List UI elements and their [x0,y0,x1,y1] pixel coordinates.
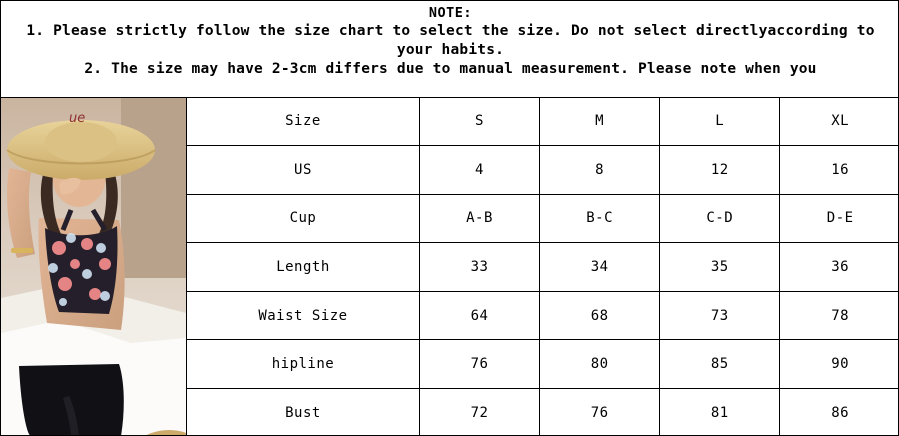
size-chart-table-wrap [187,98,899,436]
table-row [187,291,899,340]
cell-cup-s: A-B [419,194,539,243]
table-row [187,194,899,243]
header-m: M [540,98,660,145]
header-l: L [660,98,780,145]
cell-bust-xl: 86 [780,389,899,436]
row-label-bust: Bust [187,389,419,436]
table-row [187,389,899,436]
header-size: Size [187,98,419,145]
table-row [187,243,899,292]
note-line-1: 1. Please strictly follow the size chart to select the size. Do not select directlyaccording to your habits. [26,23,875,58]
cell-waist-l: 73 [660,291,780,340]
table-row [187,145,899,194]
cell-cup-m: B-C [540,194,660,243]
cell-us-s: 4 [419,145,539,194]
cell-bust-m: 76 [540,389,660,436]
cell-length-s: 33 [419,243,539,292]
cell-length-l: 35 [660,243,780,292]
cell-cup-l: C-D [660,194,780,243]
note-line-2: 2. The size may have 2-3cm differs due to manual measurement. Please note when you [84,61,817,77]
cell-bust-s: 72 [419,389,539,436]
header-xl: XL [780,98,899,145]
cell-waist-m: 68 [540,291,660,340]
table-header-row [187,98,899,145]
cell-bust-l: 81 [660,389,780,436]
cell-us-m: 8 [540,145,660,194]
cell-length-m: 34 [540,243,660,292]
row-label-hipline: hipline [187,340,419,389]
cell-us-l: 12 [660,145,780,194]
product-photo [1,98,187,436]
cell-hipline-l: 85 [660,340,780,389]
cell-hipline-m: 80 [540,340,660,389]
chart-area [1,98,899,436]
product-photo-illustration [1,98,186,436]
note-block [1,1,899,98]
row-label-length: Length [187,243,419,292]
cell-hipline-s: 76 [419,340,539,389]
cell-cup-xl: D-E [780,194,899,243]
row-label-us: US [187,145,419,194]
svg-text:ue: ue [69,111,86,126]
cell-hipline-xl: 90 [780,340,899,389]
cell-waist-xl: 78 [780,291,899,340]
row-label-cup: Cup [187,194,419,243]
row-label-waist-size: Waist Size [187,291,419,340]
cell-length-xl: 36 [780,243,899,292]
size-chart-table [187,98,899,436]
note-title: NOTE: [428,5,473,21]
cell-us-xl: 16 [780,145,899,194]
header-s: S [419,98,539,145]
cell-waist-s: 64 [419,291,539,340]
table-row [187,340,899,389]
